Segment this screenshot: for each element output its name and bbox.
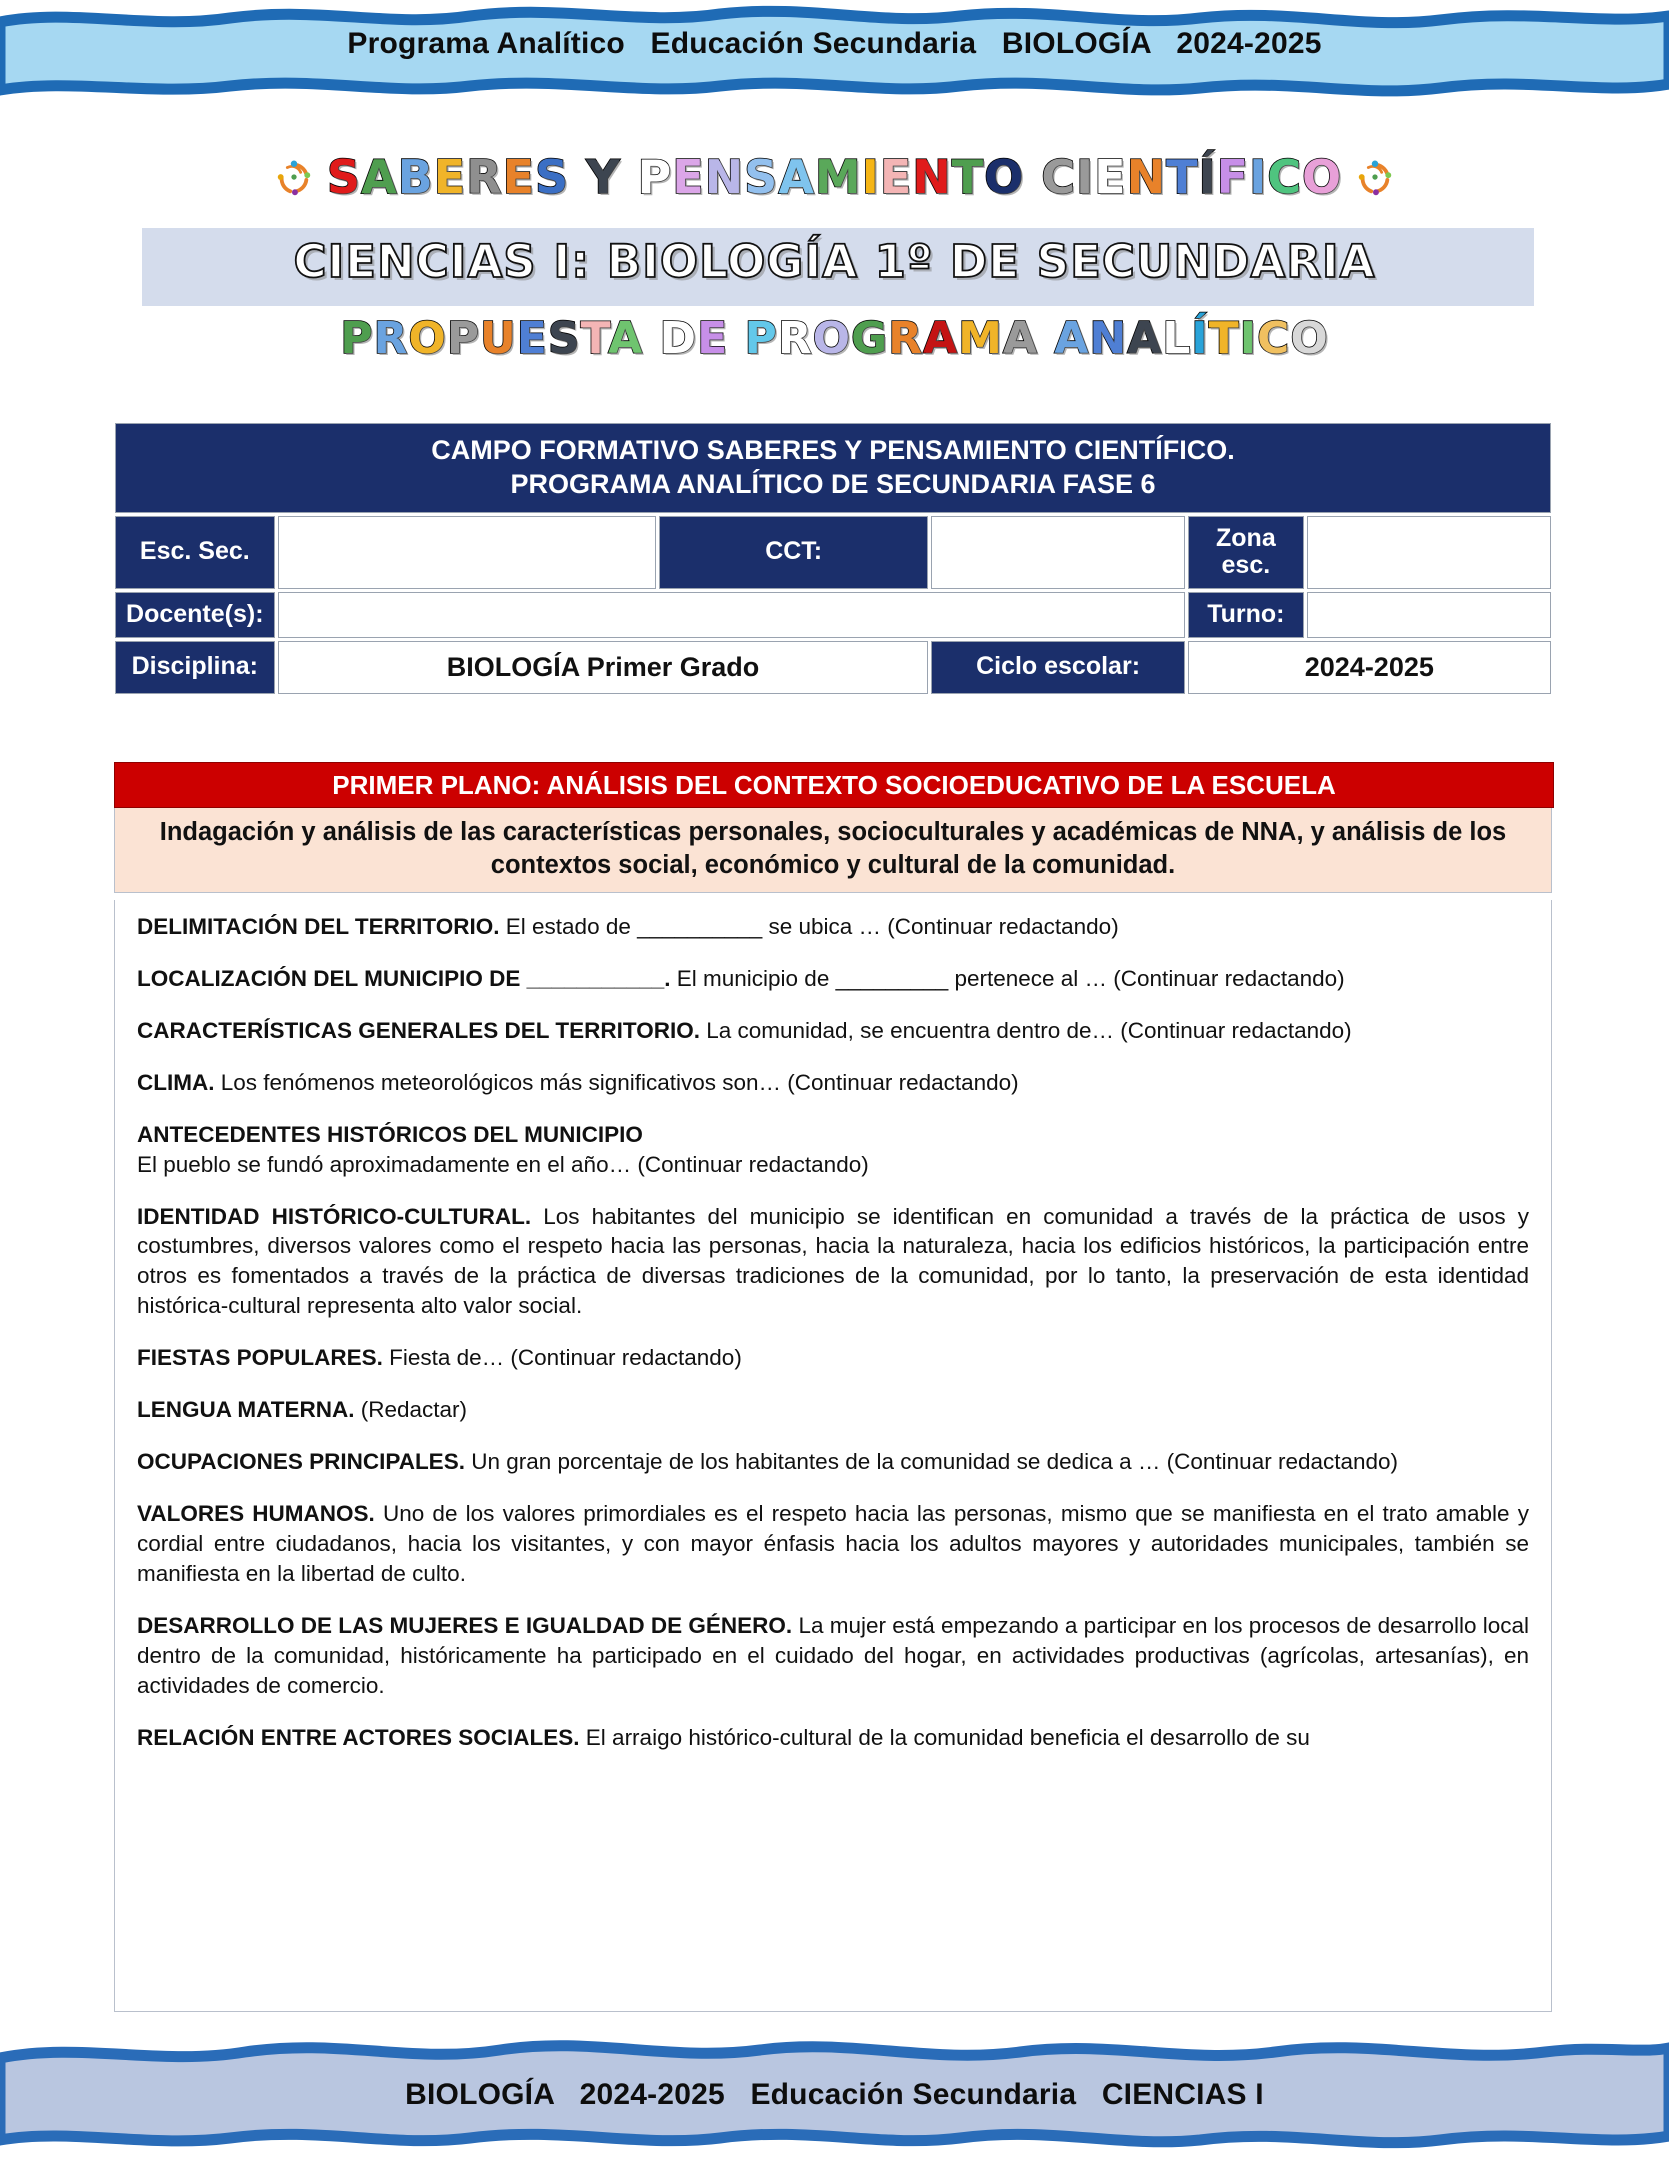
wordart-letter: E <box>697 313 729 364</box>
field-docentes[interactable] <box>278 592 1185 638</box>
paragraph-text: La mujer está empezando a participar en los procesos de desarrollo local dentro de la comunidad, históricamente ha participado en el cuidado del hogar, en actividades productivas (agrícolas, artesanías), en actividades de comercio. <box>137 1612 1530 1698</box>
table-row-disciplina <box>115 641 1551 694</box>
body-paragraph <box>137 912 1529 942</box>
wordart-title-saberes <box>0 150 1669 208</box>
wordart-letter: B <box>397 150 434 204</box>
wordart-letter: P <box>446 313 481 364</box>
table-title-row <box>115 423 1551 513</box>
wordart-letter: E <box>1094 150 1127 204</box>
wordart-letter: E <box>502 150 536 204</box>
paragraph-heading: DESARROLLO DE LAS MUJERES E IGUALDAD DE GÉNERO. <box>137 1612 793 1638</box>
wordart-letter: P <box>340 313 374 364</box>
body-paragraph <box>137 1611 1529 1701</box>
wordart-letter: Í <box>1198 150 1217 204</box>
paragraph-text: Los fenómenos meteorológicos más significativos son… (Continuar redactando) <box>214 1069 1019 1095</box>
field-esc-sec[interactable] <box>278 516 656 589</box>
wordart-letter: C <box>1267 150 1302 204</box>
field-disciplina[interactable]: BIOLOGÍA Primer Grado <box>278 641 929 694</box>
wordart-letter: S <box>547 313 581 364</box>
paragraph-text: El municipio de _________ pertenece al … (Continuar redactando) <box>670 965 1345 991</box>
wordart-letter: G <box>851 313 889 364</box>
paragraph-heading: CLIMA. <box>137 1069 215 1095</box>
header-ribbon <box>0 0 1669 102</box>
body-paragraph <box>137 1016 1529 1046</box>
wordart-letter <box>621 150 638 204</box>
wordart-letter: E <box>516 313 548 364</box>
section-lead-text: Indagación y análisis de las características personales, socioculturales y académicas de NNA, y análisis de los contextos social, económico y cultural de la comunidad. <box>114 808 1552 893</box>
paragraph-text: Un gran porcentaje de los habitantes de la comunidad se dedica a … (Continuar redactando) <box>464 1449 1399 1475</box>
wordart-letter: O <box>812 313 852 364</box>
wordart-letter <box>1024 150 1041 204</box>
label-disciplina: Disciplina: <box>115 641 275 694</box>
paragraph-text: La comunidad, se encuentra dentro de… (Continuar redactando) <box>699 1017 1352 1043</box>
body-paragraph <box>137 1447 1529 1477</box>
paragraph-heading: DELIMITACIÓN DEL TERRITORIO. <box>137 914 500 939</box>
field-cct[interactable] <box>931 516 1184 589</box>
wordart-letter: Y <box>586 150 621 204</box>
section-body-content <box>114 900 1552 2012</box>
wordart-letter: L <box>1162 313 1192 364</box>
paragraph-heading: CARACTERÍSTICAS GENERALES DEL TERRITORIO. <box>137 1017 700 1043</box>
wordart-letter: I <box>861 150 880 204</box>
table-title-cell <box>115 423 1551 513</box>
people-circle-icon <box>275 154 313 208</box>
wordart-letter: T <box>1166 150 1199 204</box>
wordart-letter: C <box>1257 313 1291 364</box>
wordart-letter: M <box>814 150 862 204</box>
wordart-letter: E <box>672 150 705 204</box>
wordart-letter: I <box>1076 150 1095 204</box>
wordart-letter: U <box>480 313 517 364</box>
wordart-letter <box>643 313 659 364</box>
wordart-letter: A <box>361 150 398 204</box>
label-ciclo-escolar: Ciclo escolar: <box>931 641 1184 694</box>
paragraph-text: Los habitantes del municipio se identifican en comunidad a través de la práctica de usos y costumbres, diversos valores como el respeto hacia las personas, hacia la naturaleza, hacia los edificios históricos, la participación entre otros es fomentados a través de la práctica de diversas tradiciones de la comunidad, por lo tanto, la preservación de esta identidad histórica-cultural representa alto valor social. <box>137 1203 1529 1319</box>
wordart-letter: A <box>1002 313 1038 364</box>
paragraph-text: Uno de los valores primordiales es el respeto hacia las personas, mismo que se manifiesta en el trato amable y cordial entre ciudadanos, hacia los visitantes, y con mayor énfasis hacia los adultos mayores y autoridades municipales, también se manifiesta en la libertad de culto. <box>137 1500 1529 1586</box>
paragraph-heading: VALORES HUMANOS. <box>137 1500 375 1526</box>
body-paragraph <box>137 1395 1529 1425</box>
body-paragraph <box>137 1723 1529 1753</box>
paragraph-text: El estado de __________ se ubica … (Continuar redactando) <box>499 914 1119 939</box>
wordart-letter: P <box>744 313 778 364</box>
field-ciclo-escolar[interactable]: 2024-2025 <box>1188 641 1551 694</box>
field-zona-esc[interactable] <box>1307 516 1551 589</box>
wordart-letter: N <box>1089 313 1128 364</box>
wordart-letter: F <box>1216 150 1250 204</box>
wordart-letter <box>728 313 744 364</box>
wordart-letter: I <box>1249 150 1268 204</box>
wordart-letter: A <box>608 313 644 364</box>
table-row-docentes <box>115 592 1551 638</box>
wordart-letter: S <box>535 150 570 204</box>
people-circle-icon-right <box>1356 154 1394 208</box>
wordart-letter: P <box>637 150 673 204</box>
wordart-letter <box>569 150 586 204</box>
wordart-letter: N <box>912 150 952 204</box>
wordart-letter: R <box>466 150 503 204</box>
header-title-text: Programa Analítico Educación Secundaria BIOLOGÍA 2024-2025 <box>347 27 1322 60</box>
table-row-escuela <box>115 516 1551 589</box>
table-title-line2: PROGRAMA ANALÍTICO DE SECUNDARIA FASE 6 <box>510 468 1156 499</box>
label-docentes: Docente(s): <box>115 592 275 638</box>
wordart-letter: N <box>704 150 745 204</box>
wordart-letter: T <box>1208 313 1240 364</box>
paragraph-heading: OCUPACIONES PRINCIPALES. <box>137 1449 465 1475</box>
footer-ribbon <box>0 2032 1669 2160</box>
paragraph-heading: LOCALIZACIÓN DEL MUNICIPIO DE ___________. <box>137 965 671 991</box>
paragraph-subline: El pueblo se fundó aproximadamente en el año… (Continuar redactando) <box>137 1151 869 1177</box>
wordart-letter: E <box>433 150 467 204</box>
label-esc-sec: Esc. Sec. <box>115 516 275 589</box>
wordart-letter: R <box>373 313 409 364</box>
wordart-letter: O <box>408 313 447 364</box>
wordart-letter: O <box>984 150 1025 204</box>
wordart-letter: E <box>879 150 913 204</box>
paragraph-heading: FIESTAS POPULARES. <box>137 1345 383 1371</box>
paragraph-text: Fiesta de… (Continuar redactando) <box>382 1345 742 1371</box>
wordart-letter: T <box>580 313 609 364</box>
wordart-letter: R <box>777 313 813 364</box>
wordart-letter: O <box>1290 313 1329 364</box>
wordart-letter: A <box>1127 313 1163 364</box>
wordart-letter: R <box>888 313 924 364</box>
body-paragraph <box>137 1120 1529 1150</box>
wordart-letter: S <box>744 150 779 204</box>
footer-title-text: BIOLOGÍA 2024-2025 Educación Secundaria CIENCIAS I <box>405 2078 1264 2111</box>
wordart-letter: C <box>1041 150 1077 204</box>
label-turno: Turno: <box>1188 592 1304 638</box>
wordart-letter: A <box>778 150 815 204</box>
label-zona-esc: Zona esc. <box>1188 516 1304 589</box>
field-turno[interactable] <box>1307 592 1551 638</box>
wordart-letter: O <box>1301 150 1343 204</box>
body-paragraph <box>137 964 1529 994</box>
wordart-letter: A <box>1054 313 1090 364</box>
paragraph-heading: IDENTIDAD HISTÓRICO-CULTURAL. <box>137 1203 532 1229</box>
paragraph-text: El arraigo histórico-cultural de la comunidad beneficia el desarrollo de su <box>579 1724 1310 1750</box>
paragraph-heading: RELACIÓN ENTRE ACTORES SOCIALES. <box>137 1724 580 1750</box>
section-banner-primer-plano: PRIMER PLANO: ANÁLISIS DEL CONTEXTO SOCIOEDUCATIVO DE LA ESCUELA <box>114 762 1554 808</box>
body-paragraph <box>137 1343 1529 1373</box>
paragraph-heading: LENGUA MATERNA. <box>137 1397 355 1423</box>
wordart-letter: A <box>923 313 959 364</box>
wordart-letter: N <box>1126 150 1167 204</box>
body-paragraph <box>137 1202 1529 1322</box>
wordart-letter <box>1038 313 1054 364</box>
wordart-letter: I <box>1239 313 1258 364</box>
paragraph-heading: ANTECEDENTES HISTÓRICOS DEL MUNICIPIO <box>137 1121 643 1147</box>
wordart-title-propuesta <box>0 313 1669 364</box>
wordart-letter: Í <box>1191 313 1209 364</box>
body-paragraph <box>137 1499 1529 1589</box>
wordart-letter: D <box>659 313 698 364</box>
table-title-line1: CAMPO FORMATIVO SABERES Y PENSAMIENTO CIENTÍFICO. <box>431 435 1235 465</box>
program-info-table <box>112 420 1554 697</box>
body-paragraph <box>137 1068 1529 1098</box>
wordart-title-ciencias: CIENCIAS I: BIOLOGÍA 1º DE SECUNDARIA <box>293 235 1376 288</box>
wordart-letter: M <box>958 313 1003 364</box>
label-cct: CCT: <box>659 516 929 589</box>
paragraph-text: (Redactar) <box>354 1397 468 1423</box>
wordart-letter: T <box>951 150 985 204</box>
wordart-letter: S <box>326 150 362 204</box>
